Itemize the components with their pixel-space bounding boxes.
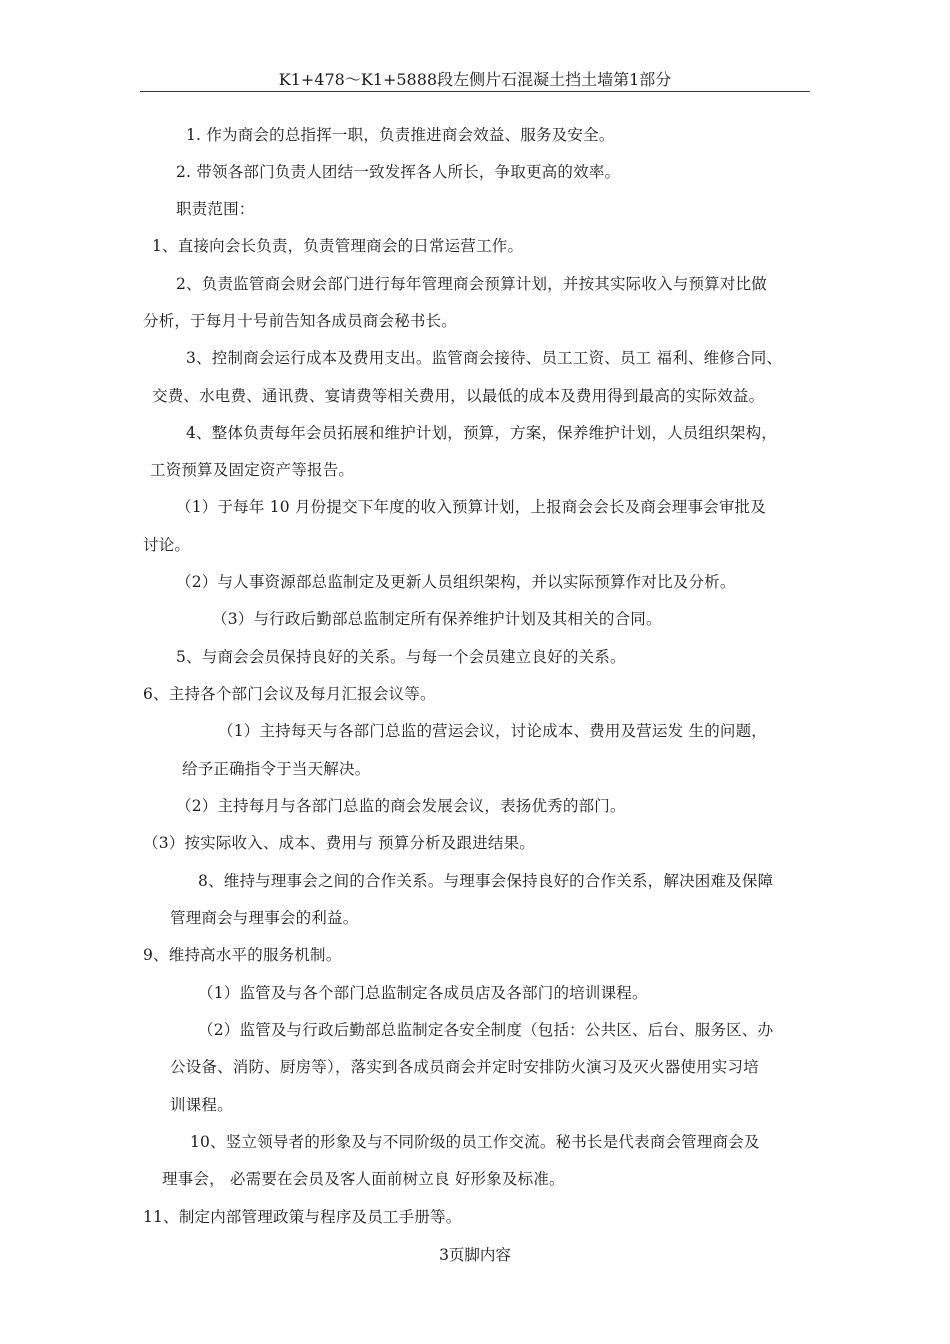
text-line: 1. 作为商会的总指挥一职，负责推进商会效益、服务及安全。	[186, 126, 615, 144]
text-line: 分析，于每月十号前告知各成员商会秘书长。	[143, 312, 458, 330]
page-header-title: K1+478～K1+5888段左侧片石混凝土挡土墙第1部分	[278, 70, 672, 89]
text-line: 10、竖立领导者的形象及与不同阶级的员工作交流。秘书长是代表商会管理商会及	[190, 1133, 760, 1151]
text-line: 工资预算及固定资产等报告。	[150, 461, 355, 479]
text-line: 讨论。	[143, 536, 191, 554]
text-line: （1）监管及与各个部门总监制定各成员店及各部门的培训课程。	[198, 984, 648, 1002]
text-line: 11、制定内部管理政策与程序及员工手册等。	[143, 1208, 462, 1226]
text-line: （2）与人事资源部总监制定及更新人员组织架构，并以实际预算作对比及分析。	[176, 573, 736, 591]
text-line: （2）主持每月与各部门总监的商会发展会议，表扬优秀的部门。	[176, 797, 626, 815]
text-line: （3）与行政后勤部总监制定所有保养维护计划及其相关的合同。	[212, 610, 662, 628]
text-line: 3、控制商会运行成本及费用支出。监管商会接待、员工工资、员工 福利、维修合同、	[186, 349, 783, 367]
page-footer: 3页脚内容	[439, 1246, 511, 1264]
text-line: 给予正确指令于当天解决。	[182, 760, 371, 778]
text-line: （2）监管及与行政后勤部总监制定各安全制度（包括：公共区、后台、服务区、办	[198, 1021, 774, 1039]
text-line: 2、负责监管商会财会部门进行每年管理商会预算计划，并按其实际收入与预算对比做	[176, 275, 767, 293]
text-line: 9、维持高水平的服务机制。	[143, 946, 342, 964]
text-line: 4、整体负责每年会员拓展和维护计划，预算，方案，保养维护计划，人员组织架构，	[186, 424, 777, 442]
text-line: 管理商会与理事会的利益。	[170, 909, 359, 927]
text-line: 6、主持各个部门会议及每月汇报会议等。	[143, 685, 436, 703]
text-line: 公设备、消防、厨房等），落实到各成员商会并定时安排防火演习及灭火器使用实习培	[170, 1058, 759, 1076]
text-line: 职责范围：	[176, 200, 255, 218]
text-line: （3）按实际收入、成本、费用与 预算分析及跟进结果。	[143, 834, 535, 852]
header-rule	[140, 91, 810, 92]
text-line: 交费、水电费、通讯费、宴请费等相关费用，以最低的成本及费用得到最高的实际效益。	[152, 387, 765, 405]
text-line: 1、直接向会长负责，负责管理商会的日常运营工作。	[152, 237, 524, 255]
text-line: 5、与商会会员保持良好的关系。与每一个会员建立良好的关系。	[176, 648, 626, 666]
text-line: （1）于每年 10 月份提交下年度的收入预算计划，上报商会会长及商会理事会审批及	[176, 498, 766, 516]
text-line: 理事会， 必需要在会员及客人面前树立良 好形象及标准。	[162, 1170, 565, 1188]
text-line: 8、维持与理事会之间的合作关系。与理事会保持良好的合作关系，解决困难及保障	[198, 872, 774, 890]
text-line: 训课程。	[170, 1096, 233, 1114]
text-line: （1）主持每天与各部门总监的营运会议，讨论成本、费用及营运发 生的问题，	[218, 722, 767, 740]
text-line: 2. 带领各部门负责人团结一致发挥各人所长，争取更高的效率。	[176, 163, 621, 181]
